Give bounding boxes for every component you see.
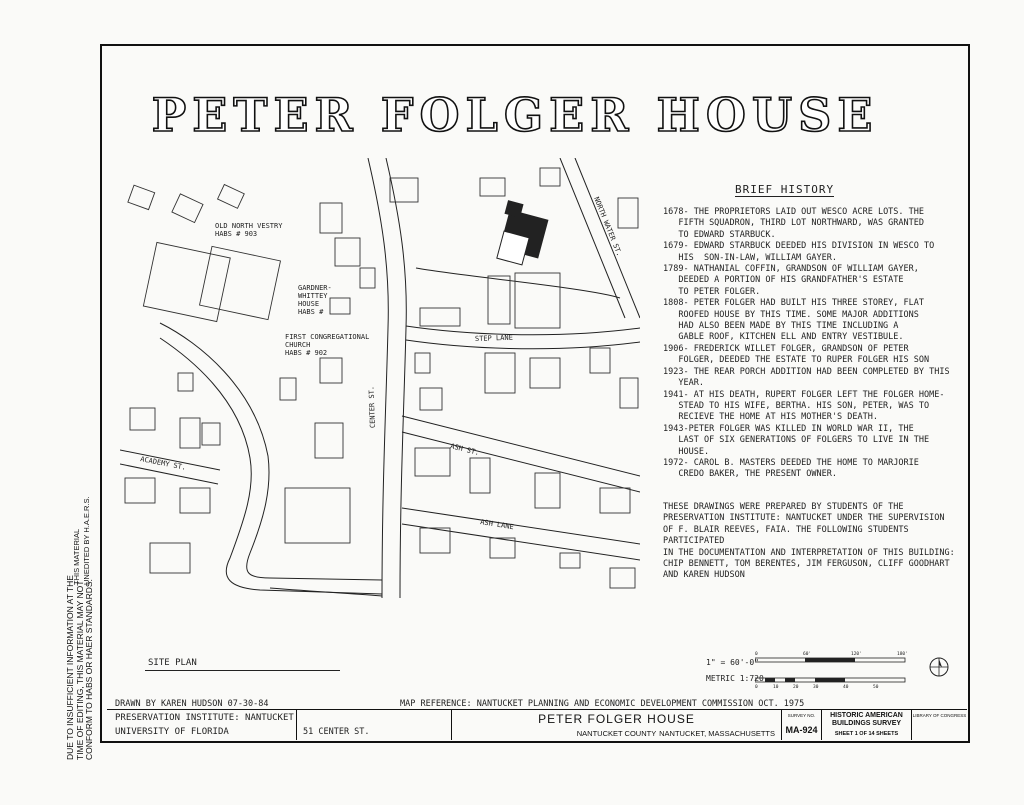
- vestry-label: OLD NORTH VESTRY: [215, 222, 283, 230]
- scale-tick-label: 180': [897, 652, 908, 657]
- history-entry: 1679- EDWARD STARBUCK DEEDED HIS DIVISION IN WESCO TO HIS SON-IN-LAW, WILLIAM GAYER.: [663, 241, 935, 263]
- loc-text: LIBRARY OF CONGRESS: [912, 713, 967, 718]
- ash-st-label: ASH ST.: [449, 442, 481, 458]
- history-entry: 1941- AT HIS DEATH, RUPERT FOLGER LEFT THE FOLGER HOME- STEAD TO HIS WIFE, BERTHA. HIS SON, PETER, WAS TO RECIEVE THE HOME AT HIS MOTHER'S DEATH.: [663, 389, 945, 423]
- address-cell: [297, 710, 452, 740]
- scale-tick-label: 60': [803, 652, 812, 657]
- metric-tick-label: 20: [793, 685, 799, 690]
- town-text: NANTUCKET, MASSACHUSETTS: [659, 729, 775, 738]
- institute-name: PRESERVATION INSTITUTE: NANTUCKET: [115, 713, 294, 723]
- survey-number: MA-924: [785, 725, 818, 735]
- habs-title: HISTORIC AMERICAN BUILDINGS SURVEY: [830, 712, 903, 727]
- survey-label: SURVEY NO.: [787, 713, 816, 718]
- gardner-label-1: GARDNER-: [298, 284, 332, 292]
- site-plan-map: [120, 158, 640, 658]
- gardner-label-2: WHITTEY: [298, 292, 328, 300]
- history-entry: 1808- PETER FOLGER HAD BUILT HIS THREE STOREY, FLAT ROOFED HOUSE BY THIS TIME. SOME MAJOR ADDITIONS HAD ALSO BEEN MADE BY THIS TIME INCLUDING A GABLE ROOF, KITCHEN ELL AND ENTRY VESTIBULE.: [663, 298, 925, 343]
- scale-text: 1" = 60'-0": [706, 658, 759, 667]
- site-plan-underline: [145, 670, 340, 671]
- sheet-number: SHEET 1 OF 14 SHEETS: [834, 731, 899, 737]
- gardner-label-3: HOUSE: [298, 300, 320, 308]
- habs-cell: [822, 710, 912, 740]
- metric-tick-label: 40: [843, 685, 849, 690]
- scale-tick-label: 0: [755, 652, 758, 657]
- step-lane-label: STEP LANE: [474, 333, 513, 343]
- house-name: PETER FOLGER HOUSE: [538, 712, 695, 726]
- disclaimer-side-text: DUE TO INSUFFICIENT INFORMATION AT THE TIME OF EDITING, THIS MATERIAL MAY NOT CONFORM TO HABS OR HAER STANDARDS.: [65, 575, 94, 760]
- site-plan-label: SITE PLAN: [148, 658, 197, 668]
- center-st-label: CENTER ST.: [367, 385, 377, 429]
- scale-bars: [755, 650, 915, 690]
- university-name: UNIVERSITY OF FLORIDA: [115, 727, 229, 737]
- church-label-1: FIRST CONGREGATIONAL: [285, 333, 370, 341]
- north-water-st-label: NORTH WATER ST.: [592, 195, 624, 258]
- house-name-cell: [452, 710, 782, 740]
- history-entry: 1789- NATHANIAL COFFIN, GRANDSON OF WILLIAM GAYER, DEEDED A PORTION OF HIS GRANDFATHER'S ESTATE TO PETER FOLGER.: [663, 264, 919, 297]
- credits-text: THESE DRAWINGS WERE PREPARED BY STUDENTS OF THE PRESERVATION INSTITUTE: NANTUCKET UNDER THE SUPERVISION OF F. BLAIR REEVES, FAIA. THE FOLLOWING STUDENTS PARTICIPATED IN THE DOCUMENTATION AND INTERPRETATION OF THIS BUILDING: CHIP BENNETT, TOM BERENTES, JIM FERGUSON, CLIFF GOODHART AND KAREN HUDSON: [663, 502, 955, 581]
- history-entry: 1906- FREDERICK WILLET FOLGER, GRANDSON OF PETER FOLGER, DEEDED THE ESTATE TO RUPER FOLGER HIS SON: [663, 343, 930, 366]
- history-entry: 1923- THE REAR PORCH ADDITION HAD BEEN COMPLETED BY THIS YEAR.: [663, 366, 950, 389]
- scale-tick-label: 120': [851, 652, 862, 657]
- institute-cell: [107, 710, 297, 740]
- address-text: 51 CENTER ST.: [303, 727, 370, 737]
- history-entry: 1972- CAROL B. MASTERS DEEDED THE HOME TO MARJORIE CREDO BAKER, THE PRESENT OWNER.: [663, 457, 919, 480]
- metric-tick-label: 50: [873, 685, 879, 690]
- gardner-label-4: HABS #: [298, 308, 324, 316]
- church-label-3: HABS # 902: [285, 349, 328, 357]
- ash-lane-label: ASH LANE: [479, 518, 515, 532]
- map-reference-text: MAP REFERENCE: NANTUCKET PLANNING AND ECONOMIC DEVELOPMENT COMMISSION OCT. 1975: [400, 699, 805, 709]
- unedited-side-text: THIS MATERIAL UNEDITED BY H.A.E.R.S.: [72, 496, 91, 585]
- vestry-habs-label: HABS # 903: [215, 230, 258, 238]
- history-entry: 1943-PETER FOLGER WAS KILLED IN WORLD WAR II, THE LAST OF SIX GENERATIONS OF FOLGERS TO LIVE IN THE HOUSE.: [663, 423, 930, 457]
- metric-tick-label: 30: [813, 685, 819, 690]
- history-entry: 1678- THE PROPRIETORS LAID OUT WESCO ACRE LOTS. THE FIFTH SQUADRON, THIRD LOT NORTHWARD, WAS GRANTED TO EDWARD STARBUCK.: [663, 207, 925, 240]
- north-arrow-icon: [928, 656, 950, 678]
- history-heading: BRIEF HISTORY: [735, 183, 835, 196]
- drawing-title: PETER FOLGER HOUSE: [151, 88, 879, 142]
- title-block: [107, 709, 967, 740]
- church-label-2: CHURCH: [285, 341, 311, 349]
- folger-house-footprint: [497, 200, 549, 265]
- history-list: [663, 207, 963, 481]
- county-text: NANTUCKET COUNTY: [576, 729, 657, 738]
- metric-scale-text: METRIC 1:720: [706, 674, 764, 683]
- drawn-by-text: DRAWN BY KAREN HUDSON 07-30-84: [115, 699, 269, 709]
- metric-tick-label: 0: [755, 685, 758, 690]
- metric-tick-label: 10: [773, 685, 779, 690]
- academy-st-label: ACADEMY ST.: [139, 455, 187, 472]
- survey-cell: [782, 710, 822, 740]
- loc-cell: [912, 710, 967, 740]
